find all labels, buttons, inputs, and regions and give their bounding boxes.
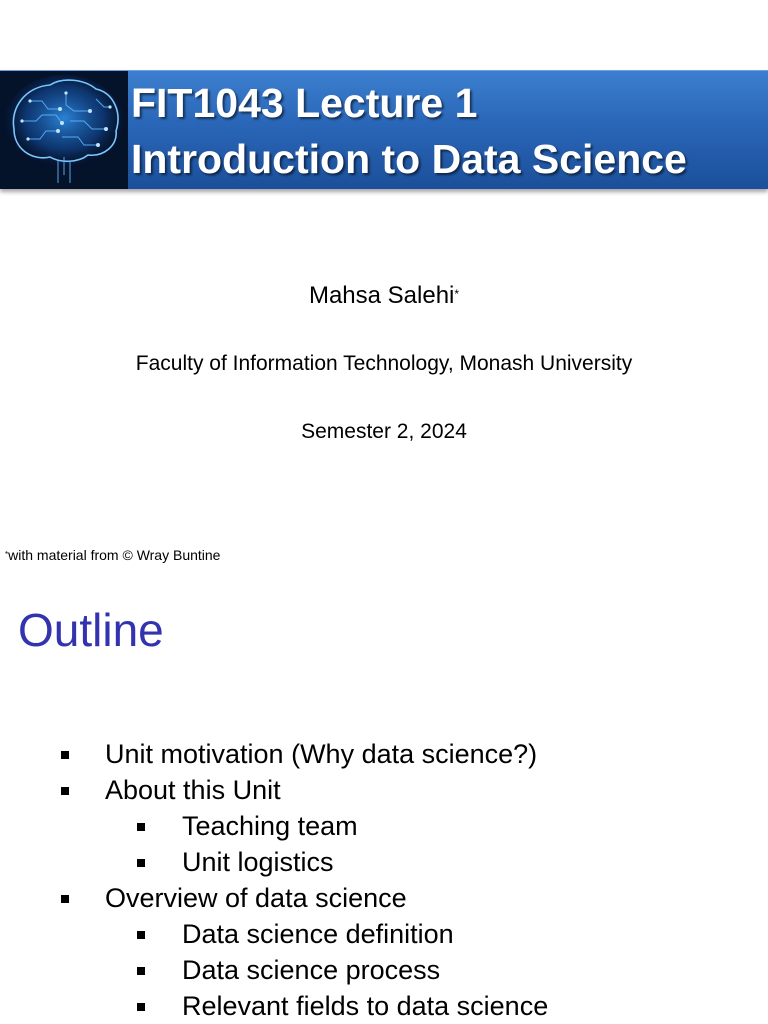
lecture-title-line-2: Introduction to Data Science (131, 136, 687, 182)
title-banner (0, 70, 768, 189)
affiliation: Faculty of Information Technology, Monash University (135, 352, 633, 375)
outline-item-text: Unit motivation (Why data science?) (105, 739, 538, 769)
outline-item (0, 880, 768, 916)
outline-subitem-text: Unit logistics (182, 847, 334, 877)
author-name (0, 280, 768, 312)
outline-subitem (0, 916, 768, 952)
square-bullet-icon (61, 895, 69, 903)
brain-circuit-image (0, 71, 128, 189)
outline-heading: Outline (18, 604, 164, 656)
square-bullet-icon (137, 823, 145, 831)
square-bullet-icon (61, 787, 69, 795)
footnote-text: with material from © Wray Buntine (8, 547, 221, 563)
outline-item-text: About this Unit (105, 775, 281, 805)
outline-subitem-text: Data science definition (182, 919, 454, 949)
square-bullet-icon (137, 1003, 145, 1011)
outline-subitem-text: Relevant fields to data science (182, 991, 549, 1021)
author-footnote-mark: * (454, 287, 460, 301)
square-bullet-icon (61, 751, 69, 759)
outline-subitem (0, 808, 768, 844)
outline-subitem (0, 952, 768, 988)
outline-item-text: Overview of data science (105, 883, 407, 913)
outline-item (0, 772, 768, 808)
lecture-title (131, 75, 768, 187)
footnote (5, 546, 220, 564)
outline-subitem-text: Data science process (182, 955, 441, 985)
square-bullet-icon (137, 859, 145, 867)
outline-subitem (0, 988, 768, 1024)
square-bullet-icon (137, 931, 145, 939)
outline-subitem-text: Teaching team (182, 811, 358, 841)
footnote-mark: * (5, 550, 9, 559)
outline-item (0, 736, 768, 772)
author-name-text: Mahsa Salehi (308, 282, 455, 309)
outline-subitem (0, 844, 768, 880)
outline-list (0, 736, 768, 1024)
square-bullet-icon (137, 967, 145, 975)
lecture-title-line-1: FIT1043 Lecture 1 (131, 80, 478, 126)
semester: Semester 2, 2024 (301, 420, 467, 443)
